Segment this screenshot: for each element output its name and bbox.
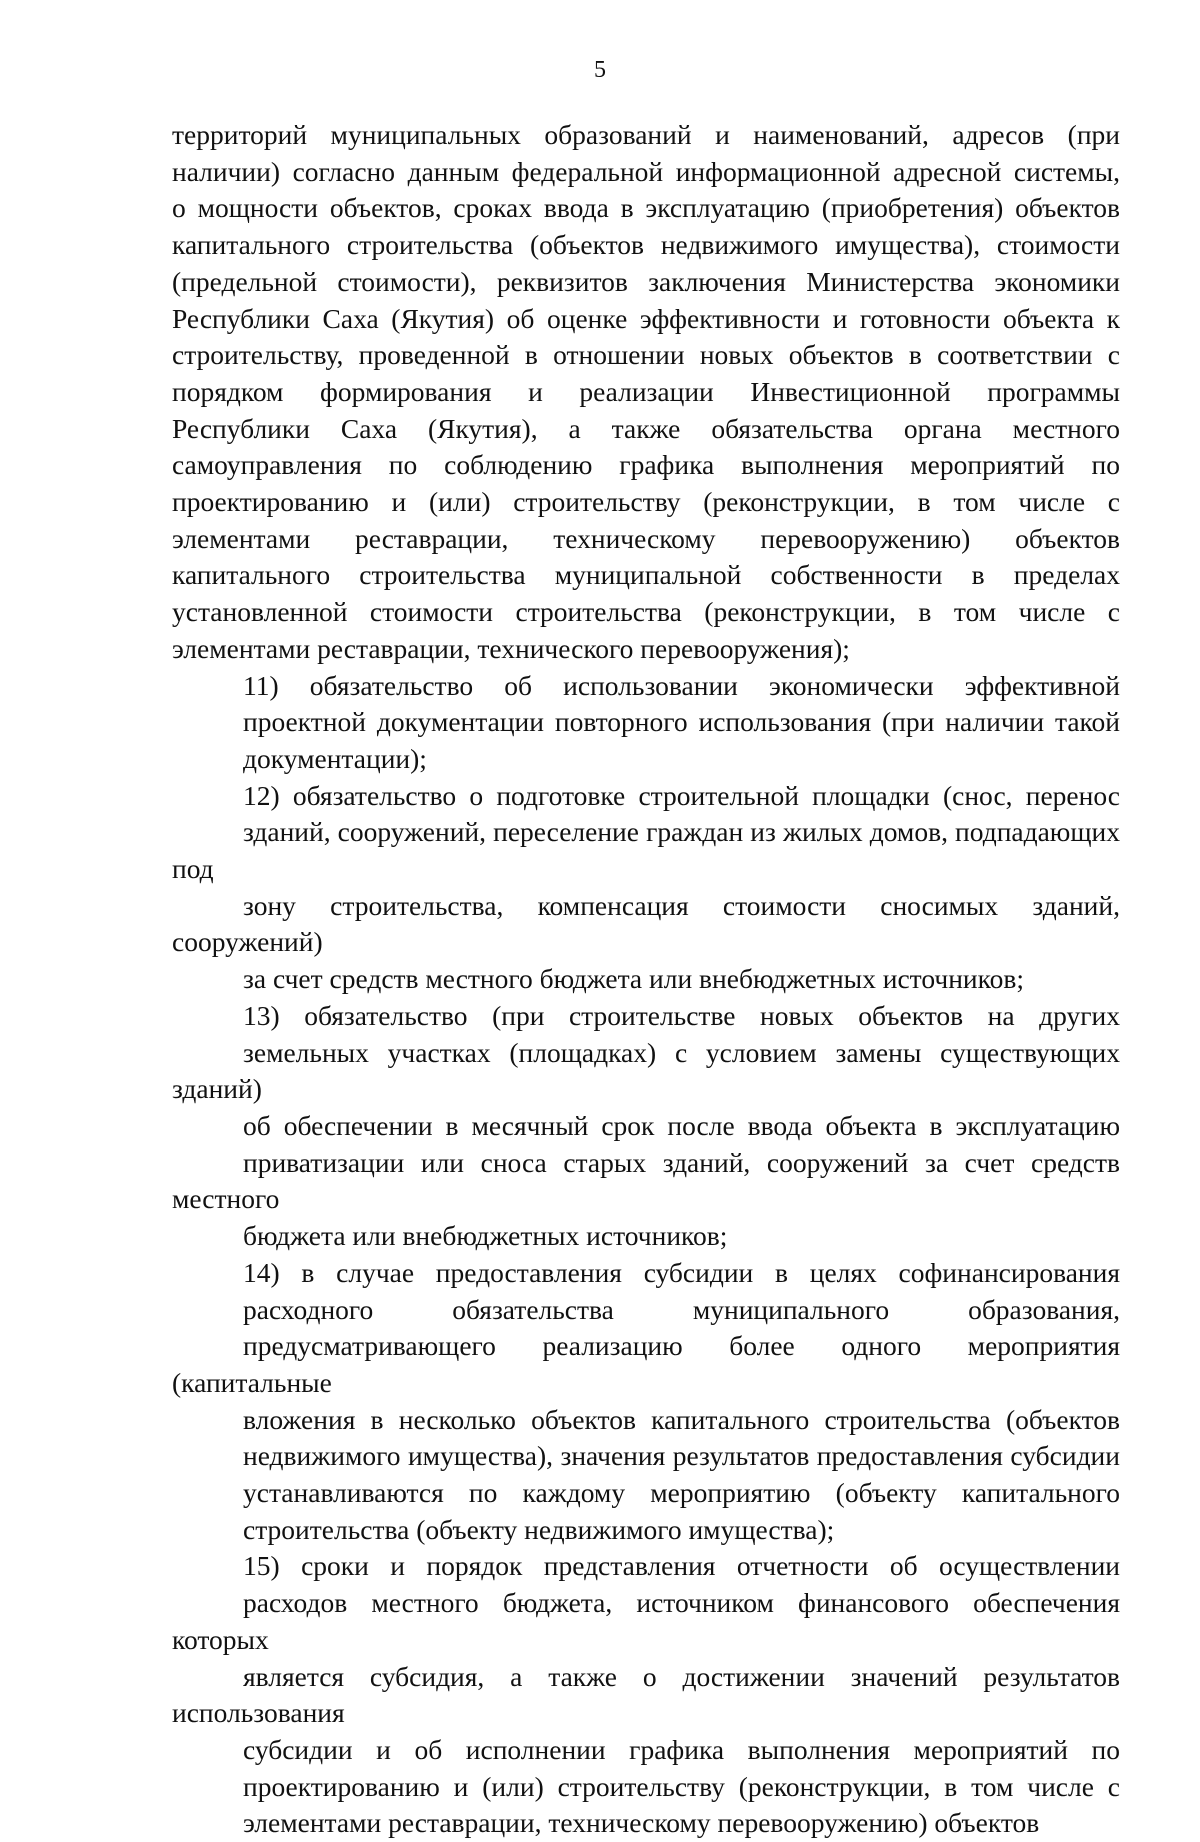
text-line: проектной документации повторного использования (при наличии такой (243, 706, 1120, 738)
text-line: установленной стоимости строительства (реконструкции, в том числе с (172, 596, 1120, 628)
text-line: строительства (объекту недвижимого имущества); (243, 1513, 835, 1545)
text-line: приватизации или сноса старых зданий, сооружений за счет средств местного (172, 1146, 1120, 1215)
text-line: капитального строительства (объектов недвижимого имущества), стоимости (172, 229, 1120, 261)
text-line: устанавливаются по каждому мероприятию (объекту капитального (243, 1477, 1120, 1509)
text-line: проектированию и (или) строительству (реконструкции, в том числе с (243, 1770, 1120, 1802)
text-line: строительству, проведенной в отношении новых объектов в соответствии с (172, 339, 1120, 371)
text-line: (предельной стоимости), реквизитов заключения Министерства экономики (172, 265, 1120, 297)
text-line: документации); (243, 742, 427, 774)
text-line: территорий муниципальных образований и наименований, адресов (при (172, 119, 1120, 150)
text-line: Республики Саха (Якутия), а также обязательства органа местного (172, 412, 1120, 444)
text-line: 14) в случае предоставления субсидии в целях софинансирования (243, 1256, 1120, 1288)
text-line: о мощности объектов, сроках ввода в эксплуатацию (приобретения) объектов (172, 192, 1120, 224)
text-line: 12) обязательство о подготовке строительной площадки (снос, перенос (243, 779, 1120, 811)
text-line: проектированию и (или) строительству (реконструкции, в том числе с (172, 486, 1120, 518)
text-line: самоуправления по соблюдению графика выполнения мероприятий по (172, 449, 1120, 481)
paragraph (172, 1255, 1120, 1549)
text-line: зону строительства, компенсация стоимости сносимых зданий, сооружений) (172, 889, 1120, 958)
text-line: наличии) согласно данным федеральной информационной адресной системы, (172, 155, 1120, 187)
text-line: порядком формирования и реализации Инвестиционной программы (172, 375, 1120, 407)
text-line: является субсидия, а также о достижении значений результатов использования (172, 1660, 1120, 1729)
paragraph (172, 117, 1120, 668)
text-line: об обеспечении в месячный срок после ввода объекта в эксплуатацию (243, 1109, 1120, 1141)
text-line: предусматривающего реализацию более одного мероприятия (капитальные (172, 1330, 1120, 1398)
text-line: расходного обязательства муниципального образования, (243, 1293, 1120, 1325)
text-line: субсидии и об исполнении графика выполнения мероприятий по (243, 1733, 1120, 1765)
paragraph (172, 1548, 1120, 1842)
page-number: 5 (594, 57, 606, 83)
text-line: 11) обязательство об использовании экономически эффективной (243, 669, 1120, 701)
text-line: 15) сроки и порядок представления отчетности об осуществлении (243, 1550, 1120, 1582)
text-line: земельных участках (площадках) с условием замены существующих зданий) (172, 1036, 1120, 1105)
paragraph (172, 998, 1120, 1255)
text-line: 13) обязательство (при строительстве новых объектов на других (243, 999, 1120, 1031)
text-line: недвижимого имущества), значения результатов предоставления субсидии (243, 1440, 1120, 1472)
text-line: зданий, сооружений, переселение граждан из жилых домов, подпадающих под (172, 816, 1120, 885)
paragraph (172, 778, 1120, 998)
paragraph (172, 668, 1120, 778)
text-line: Республики Саха (Якутия) об оценке эффективности и готовности объекта к (172, 302, 1120, 334)
text-line: элементами реставрации, техническому перевооружению) объектов (172, 522, 1120, 554)
document-body (172, 117, 1120, 1842)
text-line: расходов местного бюджета, источником финансового обеспечения которых (172, 1587, 1120, 1655)
text-line: за счет средств местного бюджета или внебюджетных источников; (243, 963, 1024, 995)
text-line: бюджета или внебюджетных источников; (243, 1220, 728, 1252)
text-line: капитального строительства муниципальной собственности в пределах (172, 559, 1120, 591)
text-line: вложения в несколько объектов капитального строительства (объектов (243, 1403, 1120, 1435)
text-line: элементами реставрации, техническому перевооружению) объектов (243, 1807, 1040, 1839)
text-line: элементами реставрации, технического перевооружения); (172, 632, 850, 664)
